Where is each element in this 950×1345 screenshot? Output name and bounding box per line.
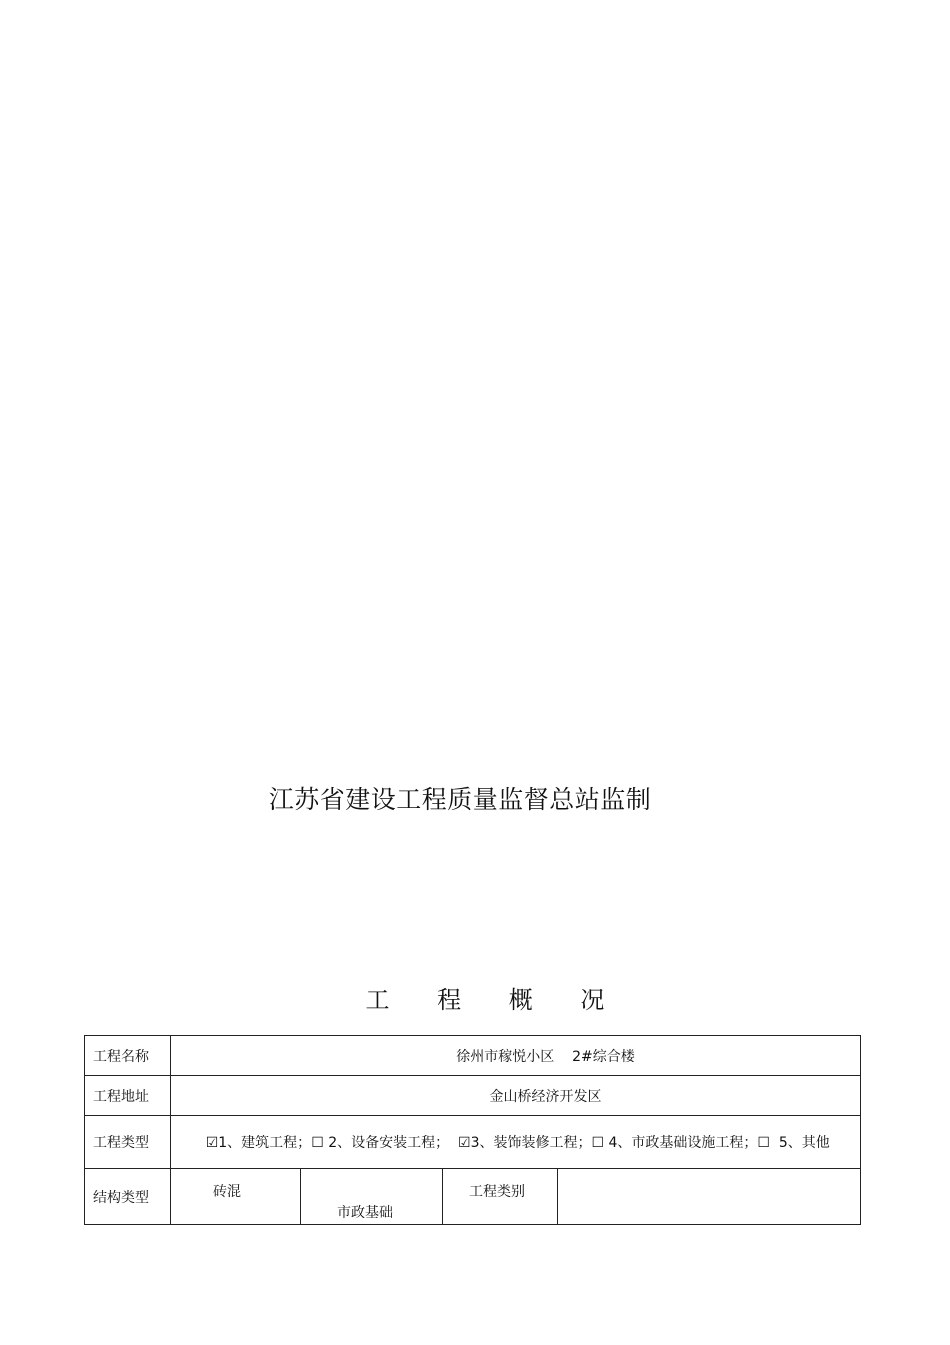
- project-type-label: 工程类型: [85, 1116, 171, 1169]
- table-row: [85, 1036, 861, 1076]
- project-address-text: 金山桥经济开发区: [489, 1088, 602, 1105]
- structure-type-value: [171, 1169, 301, 1225]
- issuing-authority: 江苏省建设工程质量监督总站监制: [268, 785, 652, 814]
- option-other-label: 5、其他: [769, 1135, 830, 1151]
- option-decoration-label: 3、装饰装修工程；: [470, 1135, 592, 1151]
- project-address-label: 工程地址: [85, 1076, 171, 1116]
- table-row: [85, 1076, 861, 1116]
- option-building-label: 1、建筑工程；: [218, 1135, 312, 1151]
- project-type-options: [171, 1116, 861, 1169]
- option-municipal-label: 4、市政基础设施工程；: [604, 1135, 758, 1151]
- project-overview-table: [84, 1035, 861, 1225]
- municipal-label-text: 市政基础: [337, 1205, 393, 1221]
- project-name-label: 工程名称: [85, 1036, 171, 1076]
- project-name-text: 徐州市稼悦小区 2#综合楼: [456, 1048, 635, 1065]
- project-category-value[interactable]: [558, 1169, 861, 1225]
- checkbox-building-icon[interactable]: ☑: [205, 1135, 219, 1151]
- table-row: [85, 1116, 861, 1169]
- structure-type-text: 砖混: [213, 1184, 241, 1200]
- structure-type-label: 结构类型: [85, 1169, 171, 1225]
- project-address-value: [171, 1076, 861, 1116]
- checkbox-installation-icon[interactable]: ☐: [311, 1135, 324, 1151]
- option-installation-label: 2、设备安装工程；: [323, 1135, 459, 1151]
- project-category-label: [443, 1169, 558, 1225]
- checkbox-other-icon[interactable]: ☐: [757, 1135, 770, 1151]
- project-category-label-text: 工程类别: [469, 1184, 525, 1200]
- table-row: [85, 1169, 861, 1225]
- checkbox-municipal-icon[interactable]: ☐: [591, 1135, 605, 1151]
- page-title: 工 程 概 况: [365, 986, 625, 1014]
- checkbox-decoration-icon[interactable]: ☑: [458, 1135, 471, 1151]
- project-name-value: [171, 1036, 861, 1076]
- municipal-label: [301, 1169, 443, 1225]
